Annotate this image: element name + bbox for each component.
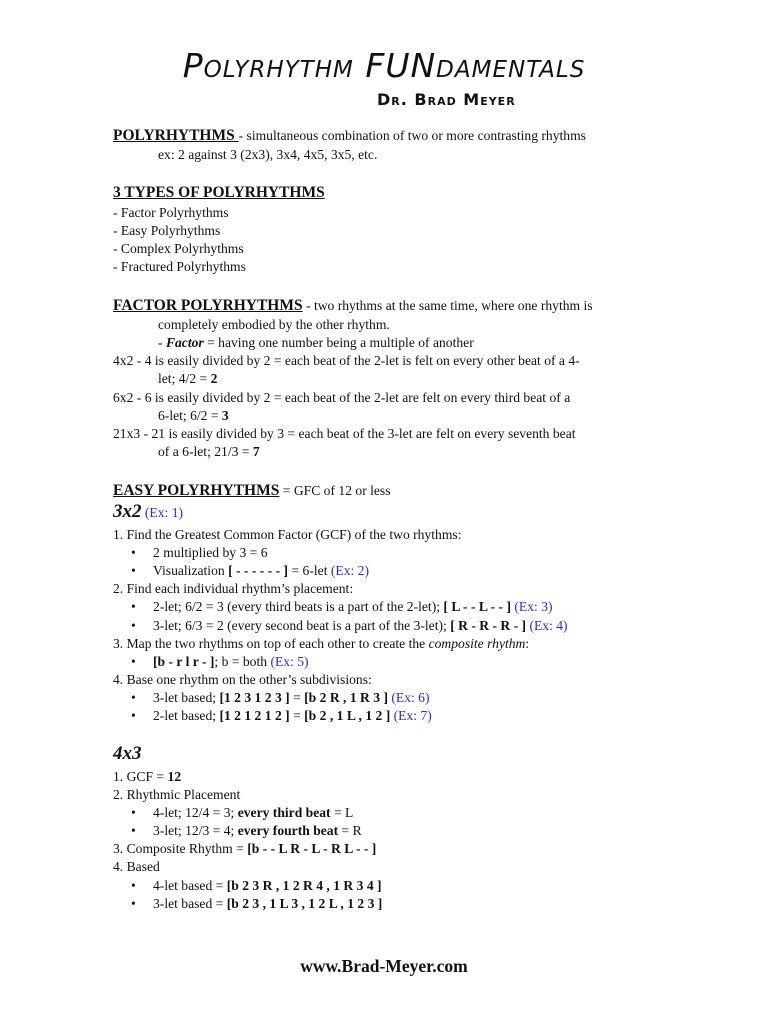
bullet-text xyxy=(153,598,553,616)
factor-example-3: 21x3 - 21 is easily divided by 3 = each beat of the 3-let are felt on every seventh beat xyxy=(113,426,576,441)
based-pattern: [b 2 R , 1 R 3 ] xyxy=(304,690,388,705)
bullet-prefix: Visualization xyxy=(153,563,229,578)
composite-rhythm-term: composite rhythm xyxy=(428,636,526,651)
easy-step-1a: • 2 multiplied by 3 = 6 xyxy=(131,545,268,560)
polyrhythms-definition xyxy=(113,127,586,145)
types-heading: 3 TYPES OF POLYRHYTHMS xyxy=(113,184,325,201)
fourx3-step-2: 2. Rhythmic Placement xyxy=(113,787,241,802)
bullet-text xyxy=(153,877,382,895)
fourx3-step-2a: • 4-let; 12/4 = 3; every third beat = L xyxy=(131,805,354,820)
fourx3-step-1 xyxy=(113,768,181,786)
bullet-prefix: 3-let based = xyxy=(153,896,227,911)
easy-heading: EASY POLYRHYTHMS xyxy=(113,482,280,499)
subheading-4x3: 4x3 xyxy=(113,743,142,764)
gcf-value: 12 xyxy=(167,769,182,784)
factor-example-1: 4x2 - 4 is easily divided by 2 = each beat of the 2-let is felt on every other beat of a 4- xyxy=(113,353,580,368)
bullet-text xyxy=(153,895,382,913)
fourx3-step-3 xyxy=(113,840,376,858)
bullet-text xyxy=(153,804,353,822)
visualization-pattern: [ - - - - - - ] xyxy=(228,563,289,578)
easy-step-2a: • 2-let; 6/2 = 3 (every third beats is a part of the 2-let); [ L - - L - - ] (Ex: 3) xyxy=(131,599,553,614)
step-text: 1. GCF = xyxy=(113,769,168,784)
composite-pattern: [b - - L R - L - R L - - ] xyxy=(247,841,377,856)
polyrhythms-heading: POLYRHYTHMS xyxy=(113,127,239,144)
bullet-prefix: 4-let based = xyxy=(153,878,227,893)
polyrhythms-example: ex: 2 against 3 (2x3), 3x4, 4x5, 3x5, etc. xyxy=(158,147,378,162)
count-pattern: [1 2 1 2 1 2 ] xyxy=(219,708,290,723)
easy-step-4a: • 3-let based; [1 2 3 1 2 3 ] = [b 2 R , 1 R 3 ] (Ex: 6) xyxy=(131,690,430,705)
example-ref[interactable]: (Ex: 4) xyxy=(526,618,568,633)
equals: = xyxy=(289,690,305,705)
bullet-prefix: 3-let based; xyxy=(153,690,220,705)
bullet-suffix: = R xyxy=(338,823,362,838)
easy-step-3 xyxy=(113,635,529,653)
footer-website-link[interactable]: www.Brad-Meyer.com xyxy=(300,956,468,976)
factor-heading: FACTOR POLYRHYTHMS xyxy=(113,297,303,314)
example-ref[interactable]: (Ex: 6) xyxy=(387,690,430,705)
factor-example-1-cont xyxy=(158,370,217,388)
example-ref[interactable]: (Ex: 7) xyxy=(390,708,432,723)
bold-phrase: every third beat xyxy=(237,805,331,820)
factor-sub-text: = having one number being a multiple of another xyxy=(203,335,474,350)
factor-term: Factor xyxy=(165,335,204,350)
bullet-text xyxy=(153,562,369,580)
fourx3-step-4: 4. Based xyxy=(113,859,160,874)
bullet-prefix: 2-let; 6/2 = 3 (every third beats is a part of the 2-let); xyxy=(153,599,444,614)
based-pattern: [b 2 3 R , 1 2 R 4 , 1 R 3 4 ] xyxy=(226,878,382,893)
step-text: 3. Composite Rhythm = xyxy=(113,841,248,856)
factor-sub-definition xyxy=(158,334,474,352)
bullet-text xyxy=(153,689,430,707)
example-ref[interactable]: (Ex: 3) xyxy=(511,599,553,614)
fourx3-step-4a: • 4-let based = [b 2 3 R , 1 2 R 4 , 1 R 3 4 ] xyxy=(131,878,382,893)
example-ref[interactable]: (Ex: 2) xyxy=(330,563,370,578)
factor-example-2-cont xyxy=(158,407,229,425)
rhythm-pattern: [ R - R - R - ] xyxy=(450,618,527,633)
factor-example-2: 6x2 - 6 is easily divided by 2 = each beat of the 2-let are felt on every third beat of a xyxy=(113,390,571,405)
types-item: - Complex Polyrhythms xyxy=(113,241,244,256)
based-pattern: [b 2 , 1 L , 1 2 ] xyxy=(304,708,391,723)
factor-example-answer: 7 xyxy=(252,444,260,459)
rhythm-pattern: [ L - - L - - ] xyxy=(443,599,511,614)
easy-step-2b: • 3-let; 6/3 = 2 (every second beat is a part of the 3-let); [ R - R - R - ] (Ex: 4) xyxy=(131,618,568,633)
bullet-suffix: ; b = both xyxy=(214,654,271,669)
document-title: Polyrhythm FUNdamentals xyxy=(182,46,586,85)
composite-pattern: [b - r l r - ] xyxy=(153,654,215,669)
fourx3-step-2b: • 3-let; 12/3 = 4; every fourth beat = R xyxy=(131,823,362,838)
bullet-prefix: 4-let; 12/4 = 3; xyxy=(153,805,238,820)
factor-example-text: let; 4/2 = xyxy=(158,371,211,386)
factor-def-line2: completely embodied by the other rhythm. xyxy=(158,317,390,332)
equals: = xyxy=(289,708,305,723)
bullet-text xyxy=(153,822,362,840)
step-text: 3. Map the two rhythms on top of each other to create the xyxy=(113,636,429,651)
easy-step-1b: • Visualization [ - - - - - - ] = 6-let (Ex: 2) xyxy=(131,563,370,578)
bullet-prefix: 3-let; 6/3 = 2 (every second beat is a part of the 3-let); xyxy=(153,618,451,633)
types-item: - Factor Polyrhythms xyxy=(113,205,229,220)
example-ref[interactable]: (Ex: 1) xyxy=(144,505,184,520)
factor-example-answer: 2 xyxy=(210,371,218,386)
polyrhythms-def-text: - simultaneous combination of two or more contrasting rhythms xyxy=(238,128,586,143)
count-pattern: [1 2 3 1 2 3 ] xyxy=(219,690,290,705)
factor-example-text: of a 6-let; 21/3 = xyxy=(158,444,253,459)
bullet-text xyxy=(153,707,432,725)
fourx3-step-4b: • 3-let based = [b 2 3 , 1 L 3 , 1 2 L , 1 2 3 ] xyxy=(131,896,383,911)
easy-step-2: 2. Find each individual rhythm’s placement: xyxy=(113,581,354,596)
author-name: Dr. Brad Meyer xyxy=(377,90,516,109)
easy-step-1: 1. Find the Greatest Common Factor (GCF) of the two rhythms: xyxy=(113,527,462,542)
bullet-prefix: 3-let; 12/3 = 4; xyxy=(153,823,238,838)
bullet-text xyxy=(153,617,568,635)
bullet-text xyxy=(153,653,309,671)
bullet-prefix: 2-let based; xyxy=(153,708,220,723)
bold-phrase: every fourth beat xyxy=(237,823,339,838)
factor-def-text: - two rhythms at the same time, where one rhythm is xyxy=(302,298,593,313)
factor-sub-dash: - xyxy=(158,335,166,350)
easy-step-3a: • [b - r l r - ]; b = both (Ex: 5) xyxy=(131,654,309,669)
easy-definition xyxy=(113,482,391,500)
types-item: - Easy Polyrhythms xyxy=(113,223,221,238)
bullet-suffix: = L xyxy=(330,805,354,820)
easy-def-text: = GFC of 12 or less xyxy=(279,483,391,498)
based-pattern: [b 2 3 , 1 L 3 , 1 2 L , 1 2 3 ] xyxy=(226,896,383,911)
easy-step-4b: • 2-let based; [1 2 1 2 1 2 ] = [b 2 , 1 L , 1 2 ] (Ex: 7) xyxy=(131,708,432,723)
bullet-text: 2 multiplied by 3 = 6 xyxy=(153,545,268,560)
factor-example-3-cont xyxy=(158,443,260,461)
types-item: - Fractured Polyrhythms xyxy=(113,259,246,274)
factor-example-answer: 3 xyxy=(221,408,229,423)
bullet-suffix: = 6-let xyxy=(288,563,331,578)
easy-subheading-3x2 xyxy=(113,503,183,522)
factor-example-text: 6-let; 6/2 = xyxy=(158,408,222,423)
example-ref[interactable]: (Ex: 5) xyxy=(270,654,309,669)
step-colon: : xyxy=(525,636,530,651)
easy-step-4: 4. Base one rhythm on the other’s subdivisions: xyxy=(113,672,372,687)
subheading-3x2: 3x2 xyxy=(113,501,142,522)
factor-definition xyxy=(113,297,593,315)
